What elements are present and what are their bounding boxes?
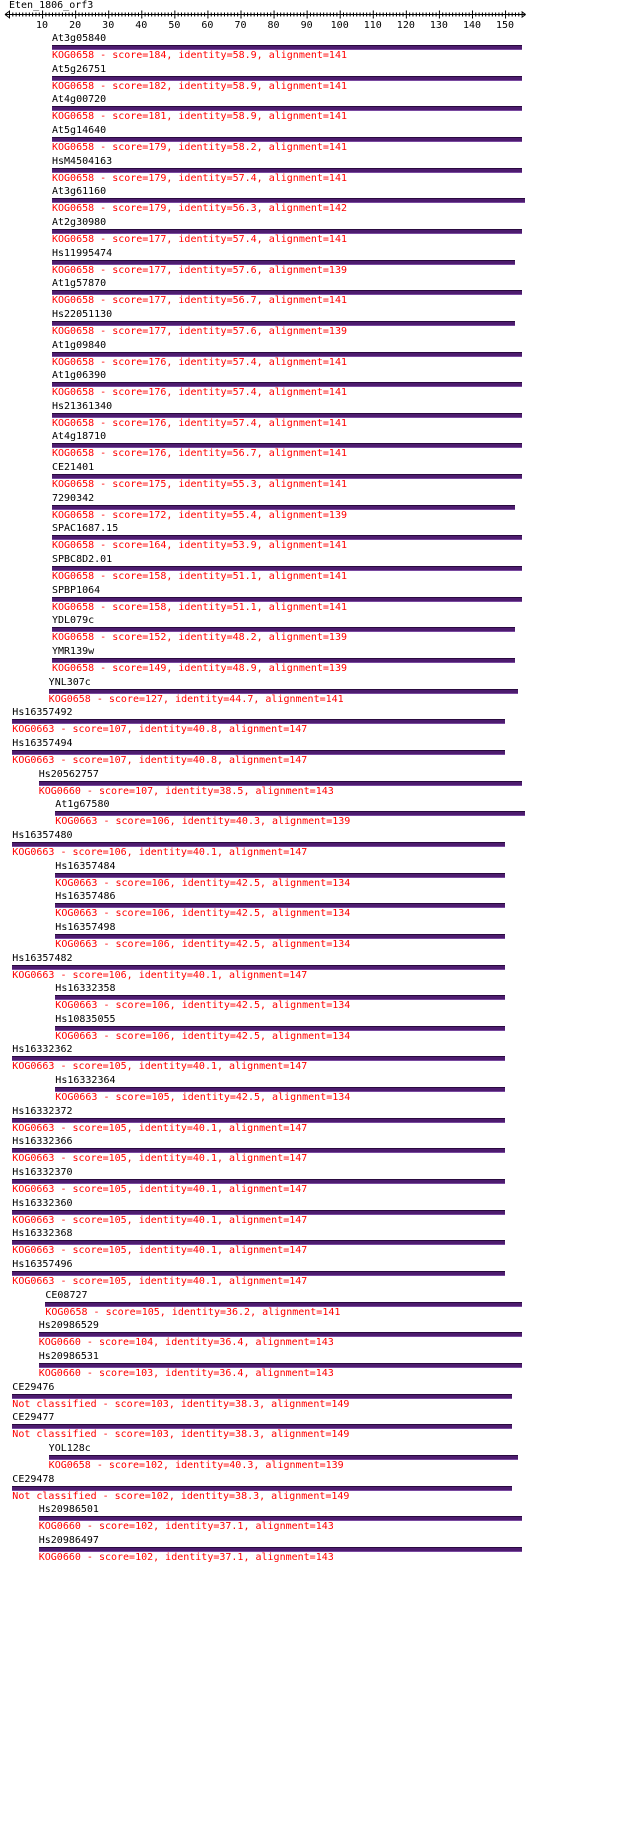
query-title: Eten_1806_orf3: [9, 0, 94, 11]
hit-label[interactable]: At1g57870: [51, 278, 107, 290]
hit-description[interactable]: KOG0663 - score=105, identity=42.5, alignment=134: [55, 1092, 351, 1104]
hit-description[interactable]: Not classified - score=103, identity=38.3, alignment=149: [12, 1429, 350, 1441]
hit-description[interactable]: KOG0663 - score=105, identity=40.1, alignment=147: [12, 1153, 308, 1165]
hit-description[interactable]: KOG0663 - score=105, identity=40.1, alignment=147: [12, 1276, 308, 1287]
hit-label[interactable]: Hs16357482: [12, 952, 73, 964]
hit-description[interactable]: KOG0663 - score=106, identity=40.1, alignment=147: [12, 969, 308, 981]
hit-label[interactable]: Hs11995474: [51, 247, 113, 259]
hit-label[interactable]: CE08727: [45, 1289, 88, 1301]
hit-description[interactable]: KOG0658 - score=152, identity=48.2, alignment=139: [51, 632, 347, 644]
hit-label[interactable]: Hs16332364: [55, 1075, 116, 1087]
hit-description[interactable]: KOG0658 - score=175, identity=55.3, alignment=141: [51, 479, 347, 491]
hit-description[interactable]: KOG0658 - score=102, identity=40.3, alignment=139: [48, 1459, 344, 1471]
hit-description[interactable]: KOG0658 - score=182, identity=58.9, alignment=141: [51, 80, 347, 92]
hit-description[interactable]: KOG0658 - score=176, identity=56.7, alignment=141: [51, 448, 347, 460]
hit-label[interactable]: CE29478: [12, 1473, 55, 1485]
hit-label[interactable]: Hs16357480: [12, 829, 73, 841]
hit-label[interactable]: Hs16332368: [12, 1228, 73, 1240]
tick-label: 100: [330, 20, 349, 31]
hit-label[interactable]: Hs16332370: [12, 1167, 73, 1179]
hit-label[interactable]: YMR139w: [51, 646, 95, 657]
hit-description[interactable]: KOG0658 - score=176, identity=57.4, alignment=141: [51, 387, 347, 399]
hit-label[interactable]: At1g67580: [55, 799, 110, 811]
hit-description[interactable]: KOG0658 - score=176, identity=57.4, alignment=141: [51, 417, 347, 429]
tick-label: 110: [363, 20, 382, 31]
tick-label: 150: [496, 20, 515, 31]
tick-label: 40: [135, 20, 148, 31]
hit-label[interactable]: Hs16332366: [12, 1136, 73, 1148]
hit-label[interactable]: SPBP1064: [51, 584, 101, 596]
hit-label[interactable]: Hs20562757: [38, 768, 99, 780]
tick-label: 130: [429, 20, 448, 31]
hit-description[interactable]: KOG0660 - score=102, identity=37.1, alignment=143: [38, 1551, 334, 1563]
hit-label[interactable]: Hs16357494: [12, 737, 73, 749]
hit-label[interactable]: HsM4504163: [51, 155, 113, 167]
hit-label[interactable]: At3g61160: [51, 186, 107, 198]
hit-description[interactable]: KOG0660 - score=107, identity=38.5, alignment=143: [38, 785, 334, 797]
hit-label[interactable]: CE29476: [12, 1381, 55, 1393]
hit-description[interactable]: KOG0658 - score=177, identity=56.7, alignment=141: [51, 295, 347, 307]
hit-description[interactable]: KOG0658 - score=181, identity=58.9, alignment=141: [51, 111, 347, 123]
tick-label: 80: [267, 20, 280, 31]
tick-label: 120: [396, 20, 415, 31]
hit-description[interactable]: KOG0658 - score=176, identity=57.4, alignment=141: [51, 356, 347, 368]
hit-description[interactable]: KOG0663 - score=106, identity=42.5, alignment=134: [55, 1000, 351, 1012]
hit-label[interactable]: At3g05840: [51, 33, 107, 44]
hit-description[interactable]: KOG0658 - score=127, identity=44.7, alignment=141: [48, 693, 344, 705]
hit-label[interactable]: At4g18710: [51, 431, 107, 443]
hit-description[interactable]: KOG0663 - score=106, identity=42.5, alignment=134: [55, 908, 351, 920]
hit-label[interactable]: Hs20986497: [38, 1534, 99, 1546]
hit-description[interactable]: KOG0663 - score=105, identity=40.1, alignment=147: [12, 1245, 308, 1257]
tick-label: 70: [234, 20, 247, 31]
hit-label[interactable]: Hs16357498: [55, 921, 116, 933]
hit-description[interactable]: KOG0658 - score=179, identity=56.3, alignment=142: [51, 203, 347, 215]
hit-label[interactable]: Hs16332358: [55, 983, 116, 995]
hit-label[interactable]: YDL079c: [51, 615, 95, 627]
hit-description[interactable]: KOG0663 - score=106, identity=42.5, alignment=134: [55, 1030, 351, 1042]
hit-description[interactable]: KOG0663 - score=106, identity=40.3, alignment=139: [55, 816, 351, 828]
hit-description[interactable]: KOG0663 - score=106, identity=40.1, alignment=147: [12, 846, 308, 858]
hit-description[interactable]: KOG0660 - score=102, identity=37.1, alignment=143: [38, 1521, 334, 1533]
hit-description[interactable]: KOG0658 - score=158, identity=51.1, alignment=141: [51, 571, 347, 583]
hit-label[interactable]: Hs21361340: [51, 400, 113, 412]
hit-label[interactable]: 7290342: [51, 492, 95, 504]
hit-label[interactable]: Hs20986531: [38, 1350, 99, 1362]
hit-label[interactable]: SPAC1687.15: [51, 523, 119, 535]
hit-label[interactable]: Hs16332372: [12, 1105, 73, 1117]
hit-description[interactable]: KOG0658 - score=164, identity=53.9, alignment=141: [51, 540, 347, 552]
hit-label[interactable]: YNL307c: [48, 676, 91, 688]
tick-label: 30: [102, 20, 115, 31]
hit-label[interactable]: Hs16332362: [12, 1044, 73, 1056]
hit-label[interactable]: At4g00720: [51, 94, 107, 106]
hit-label[interactable]: At1g06390: [51, 370, 107, 382]
hit-description[interactable]: KOG0663 - score=105, identity=40.1, alignment=147: [12, 1061, 308, 1073]
hit-label[interactable]: Hs16332360: [12, 1197, 73, 1209]
hit-description[interactable]: KOG0658 - score=177, identity=57.4, alignment=141: [51, 233, 347, 245]
hit-label[interactable]: Hs16357484: [55, 860, 116, 872]
tick-label: 140: [462, 20, 481, 31]
hit-description[interactable]: KOG0663 - score=105, identity=40.1, alignment=147: [12, 1184, 308, 1196]
hit-description[interactable]: KOG0663 - score=106, identity=42.5, alignment=134: [55, 877, 351, 889]
tick-label: 20: [69, 20, 82, 31]
hit-description[interactable]: KOG0663 - score=106, identity=42.5, alignment=134: [55, 938, 351, 950]
hit-label[interactable]: At1g09840: [51, 339, 107, 351]
hit-description[interactable]: KOG0663 - score=105, identity=40.1, alignment=147: [12, 1122, 308, 1134]
hit-description[interactable]: KOG0658 - score=179, identity=57.4, alignment=141: [51, 172, 347, 184]
hit-label[interactable]: At5g26751: [51, 63, 107, 75]
hit-label[interactable]: At5g14640: [51, 124, 107, 136]
hit-description[interactable]: KOG0660 - score=104, identity=36.4, alignment=143: [38, 1337, 334, 1349]
hit-description[interactable]: KOG0658 - score=177, identity=57.6, alignment=139: [51, 325, 347, 337]
hit-description[interactable]: KOG0663 - score=107, identity=40.8, alignment=147: [12, 754, 308, 766]
hit-label[interactable]: Hs20986501: [38, 1504, 99, 1516]
hit-description[interactable]: KOG0658 - score=172, identity=55.4, alignment=139: [51, 509, 347, 521]
hit-description[interactable]: KOG0660 - score=103, identity=36.4, alignment=143: [38, 1367, 334, 1379]
hit-label[interactable]: SPBC8D2.01: [51, 554, 113, 566]
hit-description[interactable]: KOG0658 - score=105, identity=36.2, alignment=141: [45, 1306, 341, 1318]
hit-description[interactable]: KOG0658 - score=158, identity=51.1, alignment=141: [51, 601, 347, 613]
hit-label[interactable]: CE29477: [12, 1412, 55, 1424]
tick-label: 10: [36, 20, 49, 31]
tick-label: 60: [201, 20, 214, 31]
hit-label[interactable]: CE21401: [51, 462, 95, 474]
hit-label[interactable]: YOL128c: [48, 1442, 91, 1454]
tick-label: 90: [300, 20, 313, 31]
hit-description[interactable]: KOG0663 - score=107, identity=40.8, alignment=147: [12, 724, 308, 736]
hit-description[interactable]: Not classified - score=102, identity=38.3, alignment=149: [12, 1490, 350, 1502]
hit-description[interactable]: KOG0658 - score=177, identity=57.6, alignment=139: [51, 264, 347, 276]
hit-label[interactable]: Hs10835055: [55, 1013, 116, 1025]
hit-description[interactable]: KOG0658 - score=184, identity=58.9, alignment=141: [51, 50, 347, 61]
hit-label[interactable]: Hs22051130: [51, 308, 113, 320]
tick-label: 50: [168, 20, 181, 31]
hit-label[interactable]: Hs16357492: [12, 707, 73, 719]
hit-label[interactable]: At2g30980: [51, 216, 107, 228]
hit-label[interactable]: Hs16357486: [55, 891, 116, 903]
hit-label[interactable]: Hs16357496: [12, 1259, 73, 1270]
hit-description[interactable]: KOG0658 - score=179, identity=58.2, alignment=141: [51, 141, 347, 153]
hit-description[interactable]: KOG0663 - score=105, identity=40.1, alignment=147: [12, 1214, 308, 1226]
hit-description[interactable]: KOG0658 - score=149, identity=48.9, alignment=139: [51, 663, 347, 674]
hit-label[interactable]: Hs20986529: [38, 1320, 99, 1332]
hit-description[interactable]: Not classified - score=103, identity=38.3, alignment=149: [12, 1398, 350, 1410]
